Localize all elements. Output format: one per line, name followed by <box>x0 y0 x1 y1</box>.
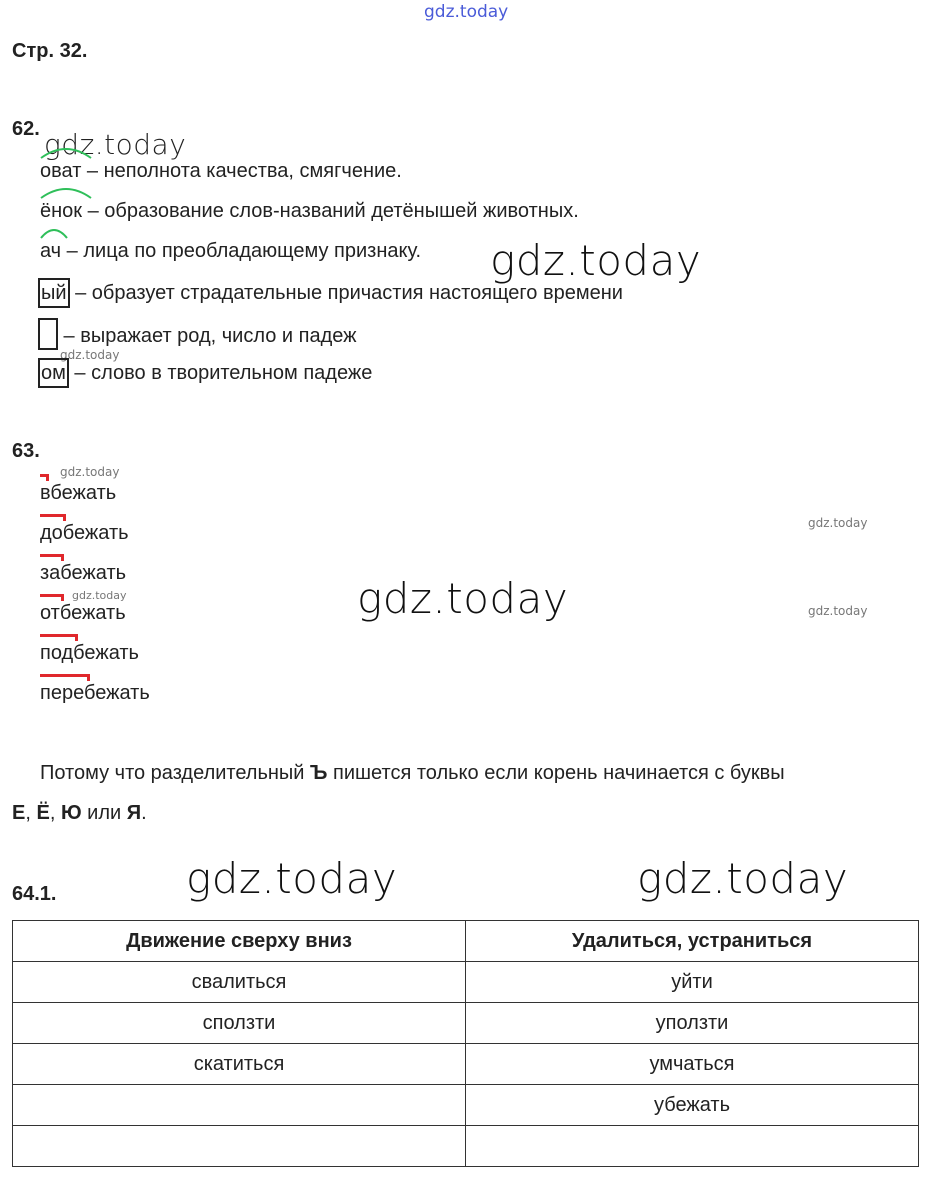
watermark: gdz.today <box>357 574 569 623</box>
table-row <box>13 1044 919 1085</box>
page-number: Стр. 32. <box>12 40 88 62</box>
suffix-morpheme: ач <box>40 240 61 263</box>
table-header-row <box>13 921 919 962</box>
ex62-line-suffix-ach: ач – лица по преобладающему признаку. <box>40 240 421 263</box>
table-cell: сползти <box>13 1003 466 1044</box>
table-row <box>13 1126 919 1167</box>
table-cell: убежать <box>466 1085 919 1126</box>
watermark: gdz.today <box>60 348 120 362</box>
table-row <box>13 1085 919 1126</box>
ex63-word: подбежать <box>40 642 139 665</box>
table-cell <box>466 1126 919 1167</box>
column-header: Движение сверху вниз <box>13 921 466 962</box>
watermark: gdz.today <box>808 604 868 618</box>
prefix-mark <box>40 514 66 521</box>
table-cell: умчаться <box>466 1044 919 1085</box>
table-row <box>13 962 919 1003</box>
ex62-line-ending-om: ом – слово в творительном падеже <box>38 358 372 388</box>
watermark: gdz.today <box>186 854 398 903</box>
ex62-line-suffix-yonok: ёнок – образование слов-названий детёнышей животных. <box>40 200 579 223</box>
prefix-mark <box>40 474 49 481</box>
prefix-mark <box>40 634 78 641</box>
ending-box: ый <box>38 278 70 308</box>
ex62-line-suffix-ovat: оват – неполнота качества, смягчение. <box>40 160 402 183</box>
table-cell: уйти <box>466 962 919 1003</box>
exercise-64-number: 64.1. <box>12 883 57 905</box>
column-header: Удалиться, устраниться <box>466 921 919 962</box>
watermark: gdz.today <box>808 516 868 530</box>
watermark: gdz.today <box>44 128 187 161</box>
ex63-word: отбежать <box>40 602 126 625</box>
suffix-morpheme: ёнок <box>40 200 82 223</box>
exercise-63-number: 63. <box>12 440 40 462</box>
prefix-mark <box>40 594 64 601</box>
ex62-line-ending-yi: ый – образует страдательные причастия настоящего времени <box>38 278 623 308</box>
ex63-explanation: Потому что разделительный Ъ пишется только если корень начинается с буквы <box>40 762 785 784</box>
table-cell: скатиться <box>13 1044 466 1085</box>
ex63-word: вбежать <box>40 482 116 505</box>
table-row <box>13 1003 919 1044</box>
ex63-word: добежать <box>40 522 129 545</box>
ex62-line-empty-ending: – выражает род, число и падеж <box>38 318 357 350</box>
table-cell: свалиться <box>13 962 466 1003</box>
table-cell: уползти <box>466 1003 919 1044</box>
watermark: gdz.today <box>72 589 127 602</box>
ex63-explanation-letters: Е, Ё, Ю или Я. <box>12 802 147 824</box>
ending-box: ом <box>38 358 69 388</box>
watermark: gdz.today <box>637 854 849 903</box>
ex63-word: забежать <box>40 562 126 585</box>
ex63-word: перебежать <box>40 682 150 705</box>
exercise-62-number: 62. <box>12 118 40 140</box>
watermark: gdz.today <box>490 236 702 285</box>
suffix-morpheme: оват <box>40 160 81 183</box>
watermark: gdz.today <box>60 465 120 479</box>
prefix-mark <box>40 554 64 561</box>
watermark-top: gdz.today <box>424 2 509 22</box>
table-cell <box>13 1085 466 1126</box>
zero-ending-box <box>38 318 58 350</box>
table-cell <box>13 1126 466 1167</box>
answer-table <box>12 920 919 1167</box>
prefix-mark <box>40 674 90 681</box>
